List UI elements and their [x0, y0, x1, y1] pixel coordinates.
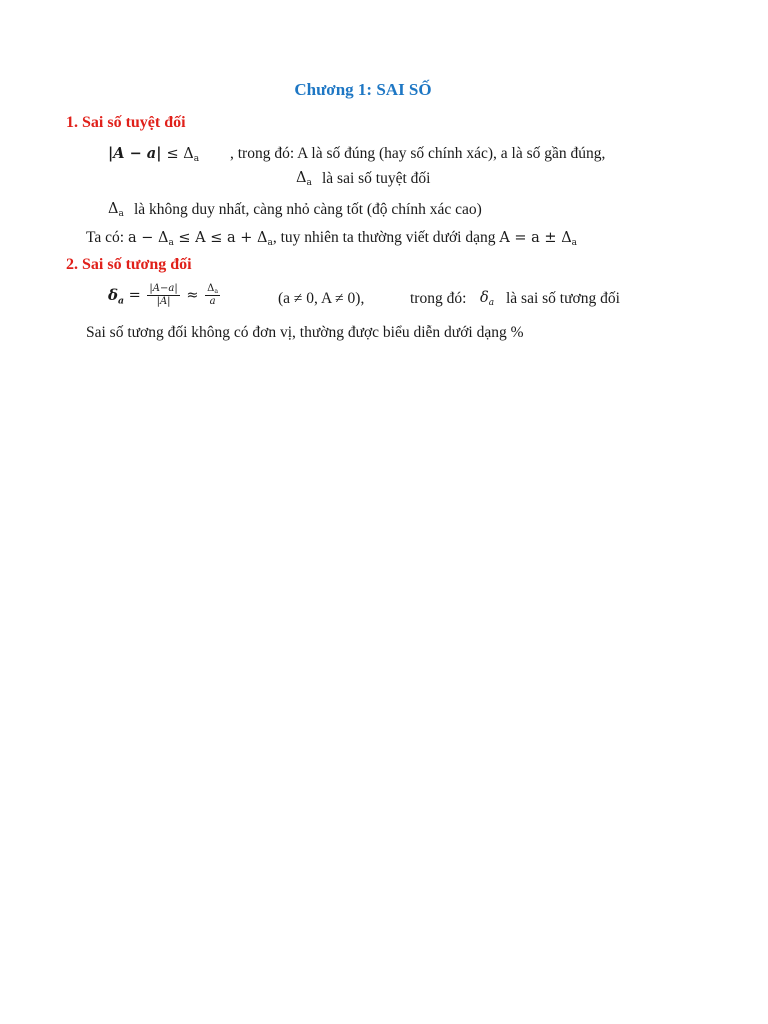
taco-prefix: Ta có:: [86, 229, 125, 246]
fraction-abs: $\frac{|A-a|}{|A|}$: [149, 283, 178, 307]
plus-minus-formula: $A = a \pm \Delta_a$: [499, 230, 578, 249]
relative-error-condition: (a ≠ 0, A ≠ 0),: [278, 290, 365, 307]
section-1-heading: 1. Sai số tuyệt đối: [66, 114, 186, 131]
delta-a-symbol-note: $\Delta_a$: [108, 201, 124, 220]
abs-error-formula: $|A - a| \le \Delta_a$: [108, 145, 200, 165]
delta-a-symbol: $\Delta_a$: [296, 170, 312, 189]
abs-error-definition-cont: là sai số tuyệt đối: [322, 170, 431, 187]
abs-error-definition: , trong đó: A là số đúng (hay số chính xác), a là số gần đúng,: [230, 145, 606, 162]
inequality-formula: $a - \Delta_a \le A \le a + \Delta_a$: [127, 230, 273, 249]
taco-line: [86, 229, 577, 247]
chapter-title: Chương 1: SAI SỐ: [294, 80, 432, 99]
relative-error-note: Sai số tương đối không có đơn vị, thường được biểu diễn dưới dạng %: [86, 324, 524, 341]
fraction-delta: $\frac{\Delta_a}{a}$: [207, 283, 219, 307]
relative-error-formula: $\delta_a$ = $\frac{|A-a|}{|A|}$ ≈ $\frac{\Delta_a}{a}$: [108, 283, 219, 307]
abs-error-note: là không duy nhất, càng nhỏ càng tốt (độ chính xác cao): [134, 201, 482, 218]
section-2-heading: 2. Sai số tương đối: [66, 256, 192, 273]
relative-error-trong-do: trong đó:: [410, 290, 467, 307]
taco-mid: , tuy nhiên ta thường viết dưới dạng: [272, 229, 496, 246]
delta-relative-symbol: $\delta_a$: [480, 290, 495, 309]
relative-error-description: là sai số tương đối: [506, 290, 620, 307]
